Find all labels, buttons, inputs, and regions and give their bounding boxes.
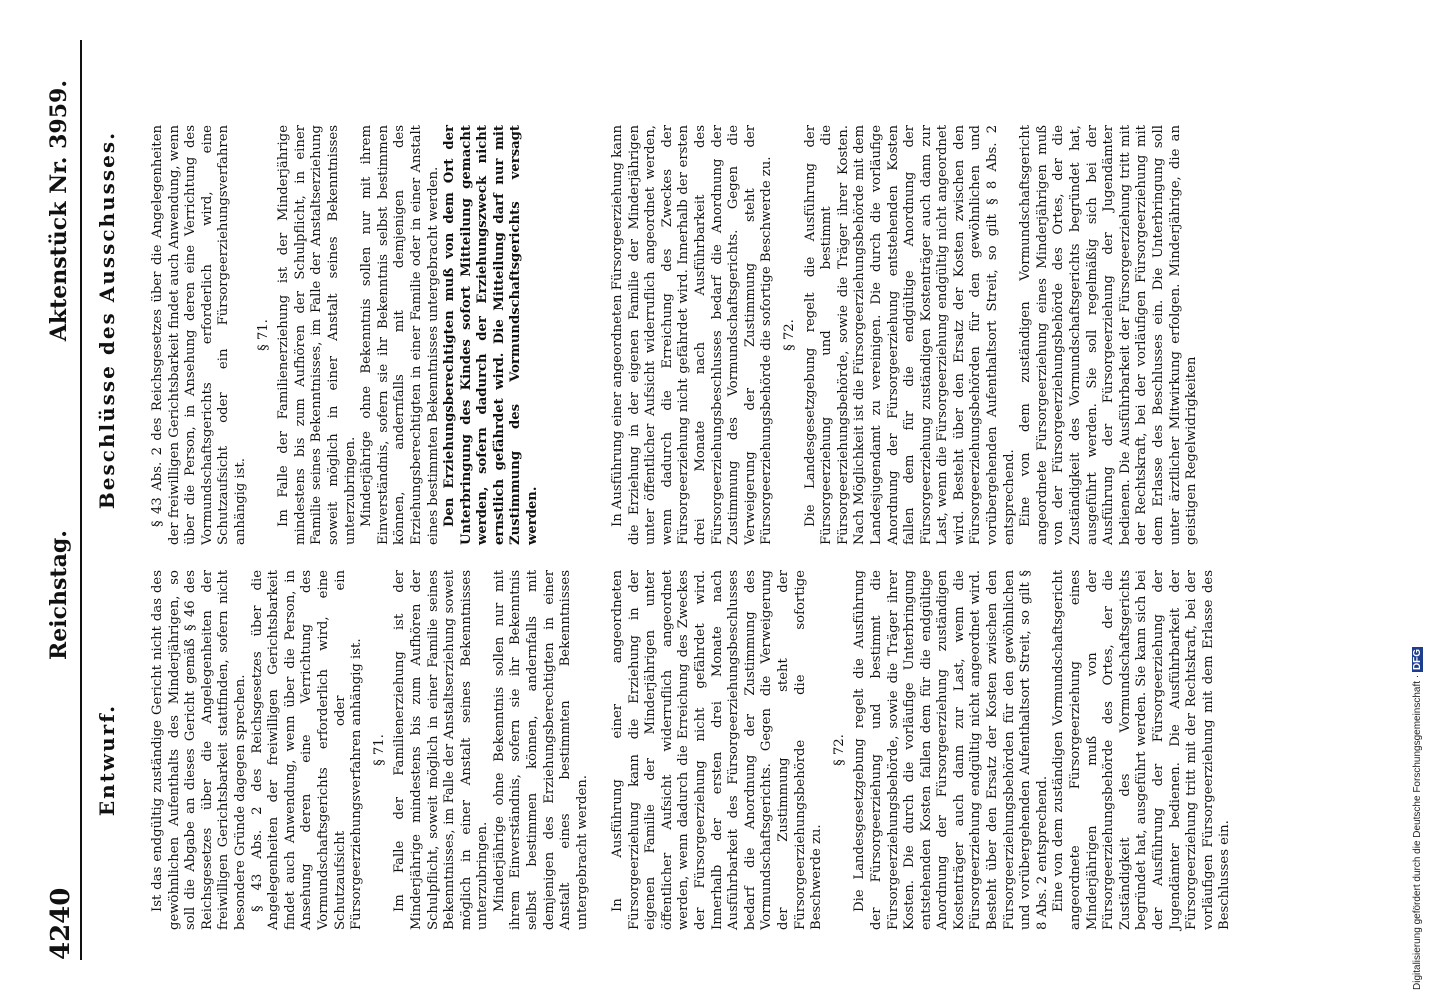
left-paragraph: § 43 Abs. 2 des Reichsgesetzes über die Angelegenheiten der freiwilligen Gerichtsbarkeit findet auch Anwendung, wenn über die Person, in Ansehung deren eine Verrichtung des Vormundschaftsgerichts erforderlich wird, eine Schutzaufsicht oder ein Fürsorgeerziehungsverfahren anhängig ist.	[249, 570, 365, 930]
right-paragraph: Minderjährige ohne Bekenntnis sollen nur mit ihrem Einverständnis, sofern sie ihr Bekenntnis selbst bestimmen können, andernfalls mit demjenigen des Erziehungsberechtigten in einer Familie oder in einer Anstalt eines bestimmten Bekenntnisses untergebracht werden.	[359, 125, 441, 545]
dfg-logo: DFG	[1412, 648, 1423, 671]
digitization-note-text: Digitalisierung gefördert durch die Deutsche Forschungsgemeinschaft ·	[1412, 672, 1423, 990]
right-paragraph: In Ausführung einer angeordneten Fürsorgeerziehung kann die Erziehung in der eigenen Familie der Minderjährigen unter öffentlicher Aufsicht widerruflich angeordnet werden, wenn dadurch die Erreichung des Zweckes der Fürsorgeerziehung nicht gefährdet wird. Innerhalb der ersten drei Monate nach Ausführbarkeit des Fürsorgeerziehungsbeschlusses bedarf die Anordnung der Zustimmung des Vormundschaftsgerichts. Gegen die Verweigerung der Zustimmung steht der Fürsorgeerziehungsbehörde die sofortige Beschwerde zu.	[610, 125, 775, 545]
right-section-72: § 72.	[781, 319, 797, 351]
right-paragraph: § 43 Abs. 2 des Reichsgesetzes über die Angelegenheiten der freiwilligen Gerichtsbarkeit findet auch Anwendung, wenn über die Person, in Ansehung deren eine Verrichtung des Vormundschaftsgerichts erforderlich wird, eine Schutzaufsicht oder ein Fürsorgeerziehungsverfahren anhängig ist.	[150, 125, 248, 545]
right-paragraph: Eine von dem zuständigen Vormundschaftsgericht angeordnete Fürsorgeerziehung eines Minderjährigen muß von der Fürsorgeerziehungsbehörde des Ortes, der die Zuständigkeit des Vormundschaftsgerichts begründet hat, ausgeführt werden. Sie soll regelmäßig sich bei der Ausführung der Fürsorgeerziehung der Jugendämter bedienen. Die Ausführbarkeit der Fürsorgeerziehung tritt mit der Rechtskraft, bei der vorläufigen Fürsorgeerziehung mit dem Erlasse des Beschlusses ein. Die Unterbringung soll unter ärztlicher Mitwirkung erfolgen. Minderjährige, die an geistigen Regelwidrigkeiten	[1018, 125, 1200, 545]
left-section-71: § 71.	[371, 734, 387, 766]
house-name: Reichstag.	[46, 530, 72, 660]
left-paragraph: Die Landesgesetzgebung regelt die Ausführung der Fürsorgeerziehung und bestimmt die Fürsorgeerziehungsbehörde, sowie die Träger ihrer Kosten. Die durch die vorläufige Unterbringung entstehenden Kosten fallen dem für die endgültige Anordnung der Fürsorgeerziehung zuständigen Kostenträger auch dann zur Last, wenn die Fürsorgeerziehung endgültig nicht angeordnet wird. Besteht über den Ersatz der Kosten zwischen den Fürsorgeerziehungsbehörden für den gewöhnlichen und vorübergehenden Aufenthaltsort Streit, so gilt § 8 Abs. 2 entsprechend.	[852, 570, 1050, 930]
right-paragraph: Die Landesgesetzgebung regelt die Ausführung der Fürsorgeerziehung und bestimmt die Fürsorgeerziehungsbehörde, sowie die Träger ihrer Kosten. Nach Möglichkeit ist die Fürsorgeerziehungsbehörde mit dem Landesjugendamt zu vereinigen. Die durch die vorläufige Anordnung der Fürsorgeerziehung entstehenden Kosten fallen dem für die endgültige Anordnung der Fürsorgeerziehung zuständigen Kostenträger auch dann zur Last, wenn die Fürsorgeerziehung endgültig nicht angeordnet wird. Besteht über den Ersatz der Kosten zwischen den Fürsorgeerziehungsbehörden für den gewöhnlichen und vorübergehenden Aufenthaltsort Streit, so gilt § 8 Abs. 2 entsprechend.	[802, 125, 1017, 545]
left-paragraph: Minderjährige ohne Bekenntnis sollen nur mit ihrem Einverständnis, sofern sie ihr Bekenntnis selbst bestimmen können, andernfalls mit demjenigen des Erziehungsberechtigten in einer Anstalt eines bestimmten Bekenntnisses untergebracht werden.	[491, 570, 590, 930]
right-column-title: Beschlüsse des Ausschusses.	[95, 130, 119, 510]
right-column-upper	[150, 125, 542, 545]
left-column-title: Entwurf.	[95, 703, 119, 817]
left-column-upper	[150, 570, 591, 930]
right-column-lower	[610, 125, 1201, 545]
page-number: 4240	[46, 887, 76, 960]
right-paragraph-bold: Den Erziehungsberechtigten muß von dem Ort der Unterbringung des Kindes sofort Mitteilung gemacht werden, sofern dadurch der Erziehungszweck nicht ernstlich gefährdet wird. Die Mitteilung darf nur mit Zustimmung des Vormundschaftsgerichts versagt werden.	[442, 125, 541, 545]
right-section-71: § 71.	[255, 319, 271, 351]
right-paragraph: Im Falle der Familienerziehung ist der Minderjährige mindestens bis zum Aufhören der Schulpflicht, in einer Familie seines Bekenntnisses, im Falle der Anstaltserziehung soweit möglich in einer Anstalt seines Bekenntnisses unterzubringen.	[276, 125, 358, 545]
page-header	[40, 40, 80, 960]
digitization-note	[1412, 10, 1426, 990]
left-paragraph: Ist das endgültig zuständige Gericht nicht das des gewöhnlichen Aufenthalts des Minderjährigen, so soll die Abgabe an dieses Gericht gemäß § 46 des Reichsgesetzes über die Angelegenheiten der freiwilligen Gerichtsbarkeit stattfinden, sofern nicht besondere Gründe dagegen sprechen.	[150, 570, 248, 930]
header-rule	[80, 40, 82, 960]
document-number: Aktenstück Nr. 3959.	[46, 80, 72, 342]
left-section-72: § 72.	[831, 734, 847, 766]
left-column-lower	[610, 570, 1234, 930]
left-paragraph: Im Falle der Familienerziehung ist der Minderjährige mindestens bis zum Aufhören der Schulpflicht, soweit möglich in einer Familie seines Bekenntnisses, im Falle der Anstaltserziehung soweit möglich in einer Anstalt seines Bekenntnisses unterzubringen.	[392, 570, 491, 930]
left-paragraph: In Ausführung einer angeordneten Fürsorgeerziehung kann die Erziehung in der eigenen Familie der Minderjährigen unter öffentlicher Aufsicht widerruflich angeordnet werden, wenn dadurch die Erreichung des Zweckes der Fürsorgeerziehung nicht gefährdet wird. Innerhalb der ersten drei Monate nach Ausführbarkeit des Fürsorgeerziehungsbeschlusses bedarf die Anordnung der Zustimmung des Vormundschaftsgerichts. Gegen die Verweigerung der Zustimmung steht der Fürsorgeerziehungsbehörde die sofortige Beschwerde zu.	[610, 570, 825, 930]
left-paragraph: Eine von dem zuständigen Vormundschaftsgericht angeordnete Fürsorgeerziehung eines Minderjährigen muß von der Fürsorgeerziehungsbehörde des Ortes, der die Zuständigkeit des Vormundschaftsgerichts begründet hat, ausgeführt werden. Sie kann sich bei der Ausführung der Fürsorgeerziehung der Jugendämter bedienen. Die Ausführbarkeit der Fürsorgeerziehung tritt mit der Rechtskraft, bei der vorläufigen Fürsorgeerziehung mit dem Erlasse des Beschlusses ein.	[1051, 570, 1233, 930]
